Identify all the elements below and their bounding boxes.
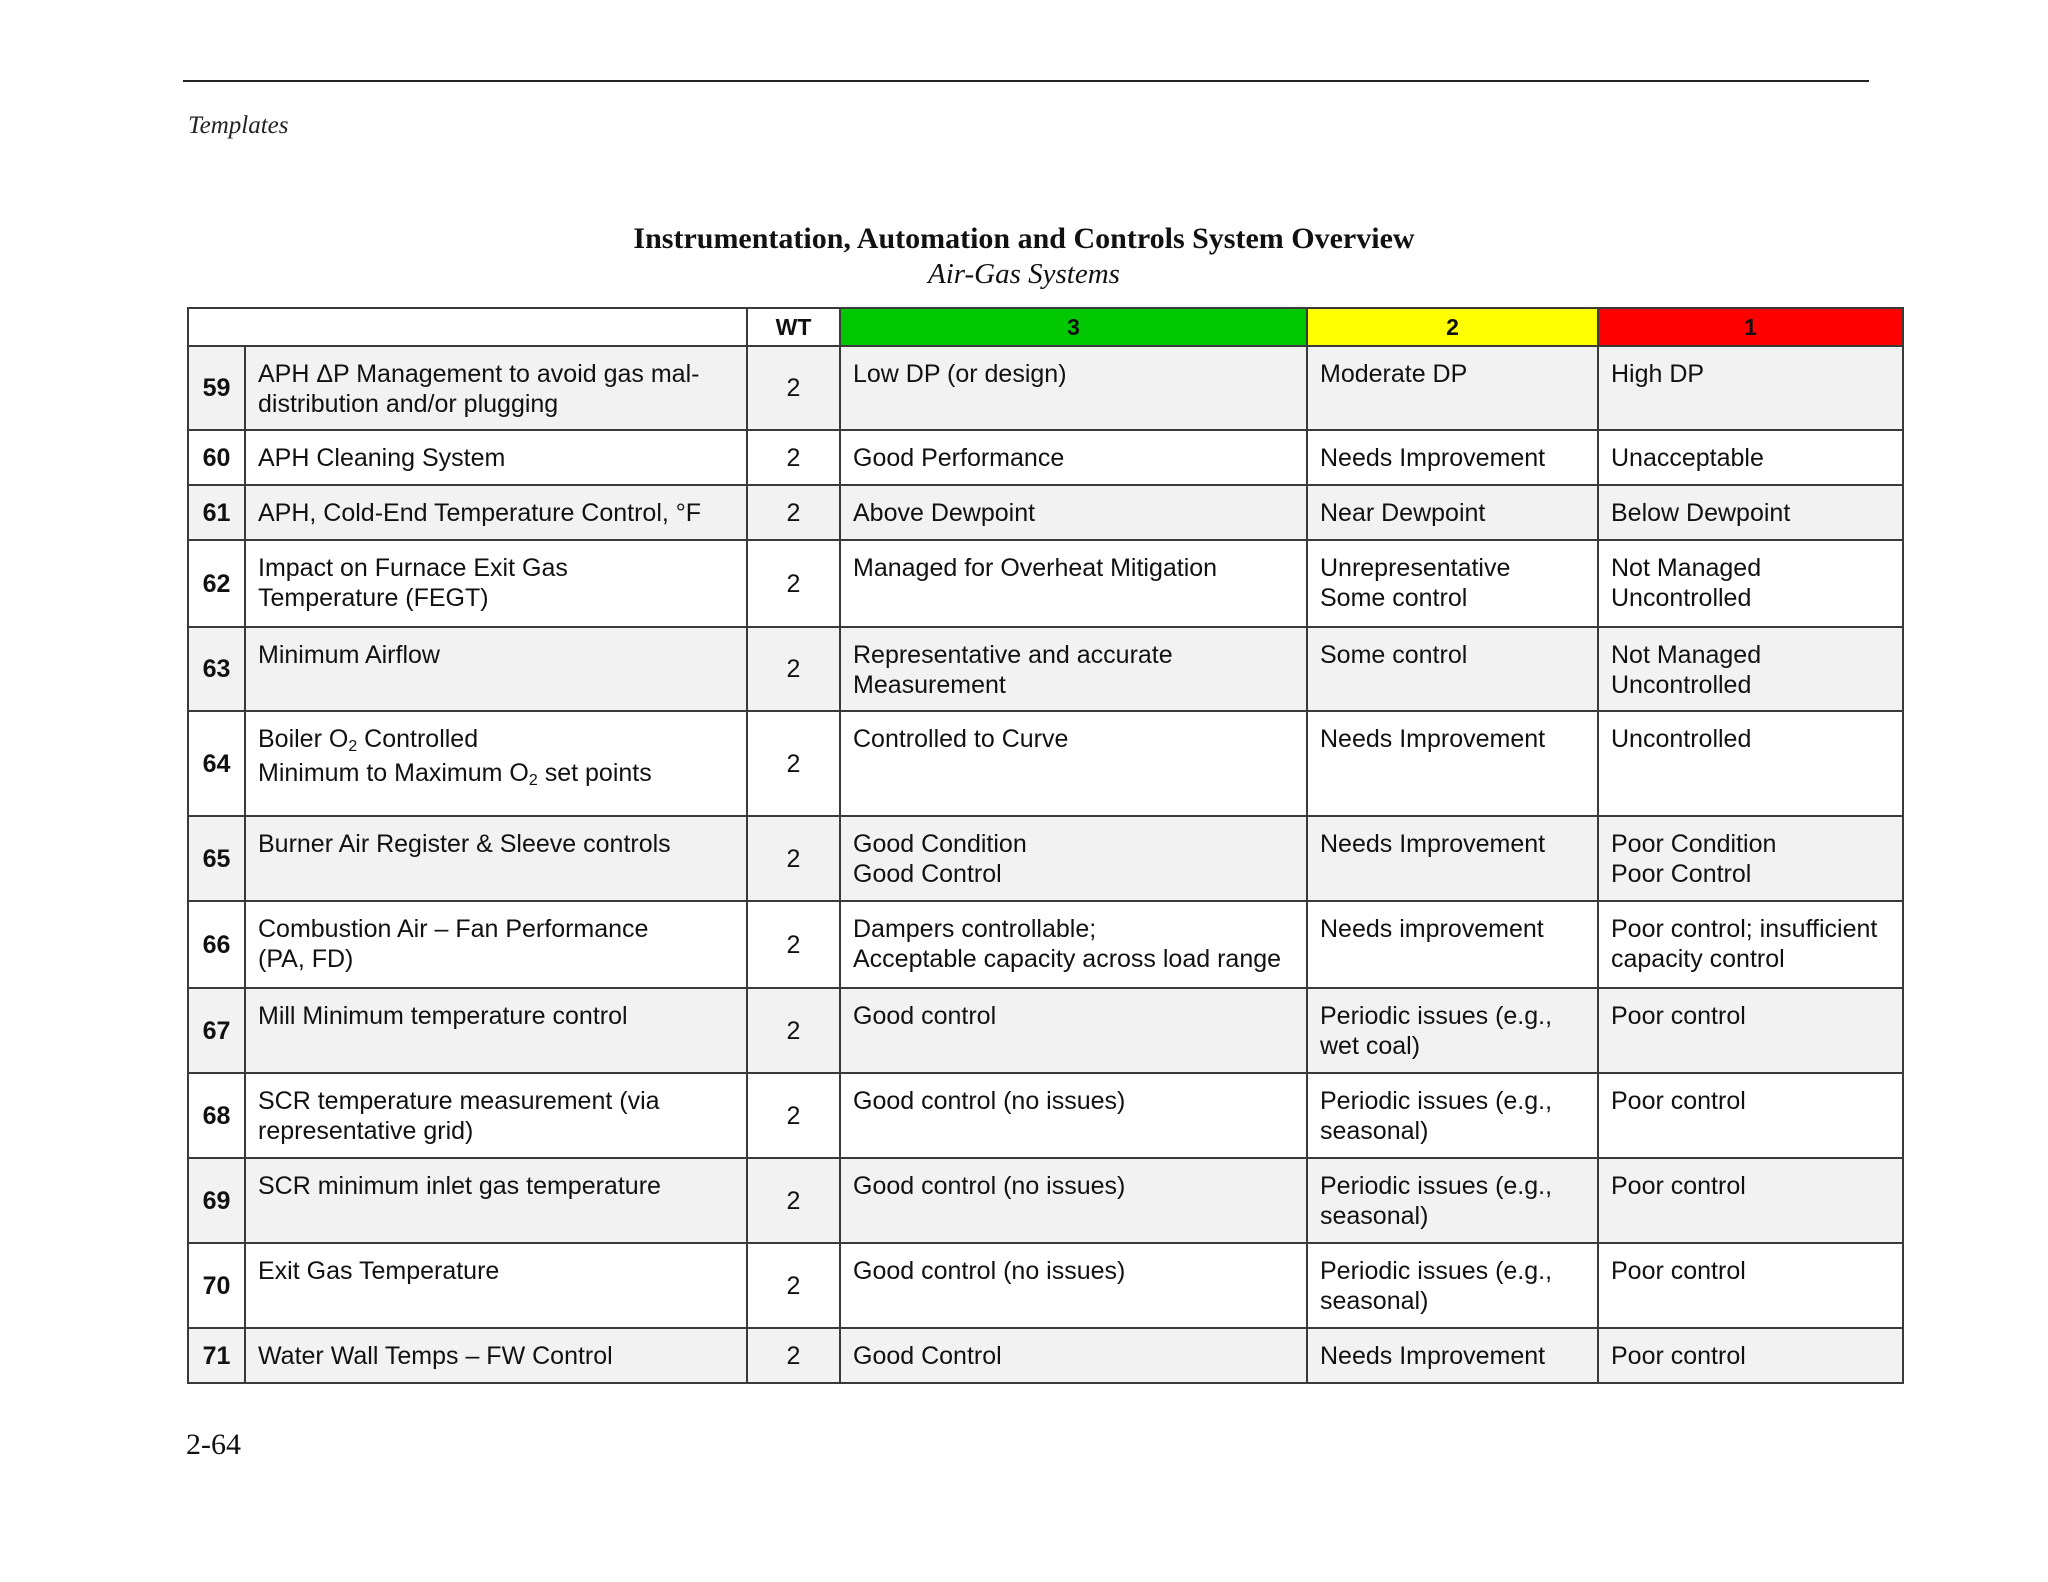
cell-line: Acceptable capacity across load range bbox=[853, 945, 1282, 973]
cell-line: Periodic issues (e.g., bbox=[1320, 1172, 1553, 1200]
cell-line: Poor Condition bbox=[1611, 830, 1777, 858]
row-number: 70 bbox=[188, 1243, 245, 1328]
table-row bbox=[188, 1328, 1903, 1383]
cell-line: Controlled to Curve bbox=[853, 725, 1069, 753]
item-description bbox=[245, 430, 747, 485]
cell-line: Burner Air Register & Sleeve controls bbox=[258, 830, 671, 858]
row-number: 66 bbox=[188, 901, 245, 988]
row-number: 61 bbox=[188, 485, 245, 540]
cell-line: SCR temperature measurement (via bbox=[258, 1087, 660, 1115]
header-score-1: 1 bbox=[1598, 308, 1903, 346]
item-description bbox=[245, 627, 747, 711]
score-2-criteria bbox=[1307, 627, 1598, 711]
cell-line: Needs Improvement bbox=[1320, 1342, 1546, 1370]
item-description bbox=[245, 1243, 747, 1328]
table-row bbox=[188, 901, 1903, 988]
score-1-criteria bbox=[1598, 1328, 1903, 1383]
cell-line: Impact on Furnace Exit Gas bbox=[258, 554, 568, 582]
item-description bbox=[245, 1158, 747, 1243]
running-head: Templates bbox=[188, 112, 289, 139]
weight-value: 2 bbox=[747, 627, 840, 711]
item-description bbox=[245, 711, 747, 816]
cell-line: Representative and accurate bbox=[853, 641, 1173, 669]
cell-line: distribution and/or plugging bbox=[258, 390, 559, 418]
score-1-criteria bbox=[1598, 540, 1903, 627]
item-description bbox=[245, 816, 747, 901]
table-row bbox=[188, 816, 1903, 901]
cell-line: Low DP (or design) bbox=[853, 360, 1067, 388]
score-1-criteria bbox=[1598, 711, 1903, 816]
item-description bbox=[245, 485, 747, 540]
score-1-criteria bbox=[1598, 1073, 1903, 1158]
page-title: Instrumentation, Automation and Controls System Overview bbox=[633, 222, 1415, 255]
weight-value: 2 bbox=[747, 540, 840, 627]
weight-value: 2 bbox=[747, 346, 840, 430]
cell-line: Good Condition bbox=[853, 830, 1027, 858]
weight-value: 2 bbox=[747, 1243, 840, 1328]
score-2-criteria bbox=[1307, 711, 1598, 816]
weight-value: 2 bbox=[747, 816, 840, 901]
score-2-criteria bbox=[1307, 1073, 1598, 1158]
cell-line: Good Control bbox=[853, 1342, 1002, 1370]
item-description bbox=[245, 540, 747, 627]
cell-line: Poor Control bbox=[1611, 860, 1752, 888]
cell-line: SCR minimum inlet gas temperature bbox=[258, 1172, 661, 1200]
score-1-criteria bbox=[1598, 430, 1903, 485]
score-3-criteria bbox=[840, 540, 1307, 627]
row-number: 71 bbox=[188, 1328, 245, 1383]
text-fragment: Minimum to Maximum O bbox=[258, 759, 529, 787]
row-number: 68 bbox=[188, 1073, 245, 1158]
score-2-criteria bbox=[1307, 540, 1598, 627]
cell-line: Good control (no issues) bbox=[853, 1087, 1126, 1115]
row-number: 67 bbox=[188, 988, 245, 1073]
cell-line: Periodic issues (e.g., bbox=[1320, 1002, 1553, 1030]
score-2-criteria bbox=[1307, 901, 1598, 988]
score-1-criteria bbox=[1598, 627, 1903, 711]
table-row bbox=[188, 346, 1903, 430]
text-fragment: Controlled bbox=[357, 725, 479, 753]
row-number: 65 bbox=[188, 816, 245, 901]
cell-line: Mill Minimum temperature control bbox=[258, 1002, 628, 1030]
weight-value: 2 bbox=[747, 711, 840, 816]
cell-line: Some control bbox=[1320, 641, 1468, 669]
score-1-criteria bbox=[1598, 901, 1903, 988]
cell-line: Good Control bbox=[853, 860, 1002, 888]
score-3-criteria bbox=[840, 711, 1307, 816]
score-1-criteria bbox=[1598, 485, 1903, 540]
score-2-criteria bbox=[1307, 485, 1598, 540]
header-score-3: 3 bbox=[840, 308, 1307, 346]
row-number: 63 bbox=[188, 627, 245, 711]
cell-line: Needs improvement bbox=[1320, 915, 1544, 943]
score-3-criteria bbox=[840, 346, 1307, 430]
cell-line: APH, Cold-End Temperature Control, °F bbox=[258, 499, 702, 527]
table-row bbox=[188, 485, 1903, 540]
cell-line: Uncontrolled bbox=[1611, 584, 1752, 612]
score-2-criteria bbox=[1307, 1328, 1598, 1383]
score-3-criteria bbox=[840, 901, 1307, 988]
row-number: 62 bbox=[188, 540, 245, 627]
score-2-criteria bbox=[1307, 1158, 1598, 1243]
cell-line: Unacceptable bbox=[1611, 444, 1764, 472]
score-1-criteria bbox=[1598, 816, 1903, 901]
header-score-2: 2 bbox=[1307, 308, 1598, 346]
score-1-criteria bbox=[1598, 1158, 1903, 1243]
item-description bbox=[245, 901, 747, 988]
cell-line: seasonal) bbox=[1320, 1117, 1429, 1145]
text-fragment: set points bbox=[537, 759, 652, 787]
cell-line: Poor control bbox=[1611, 1257, 1746, 1285]
cell-line: Water Wall Temps – FW Control bbox=[258, 1342, 613, 1370]
cell-line: Not Managed bbox=[1611, 554, 1762, 582]
weight-value: 2 bbox=[747, 901, 840, 988]
cell-line: Good control (no issues) bbox=[853, 1172, 1126, 1200]
assessment-table bbox=[187, 307, 1904, 1384]
weight-value: 2 bbox=[747, 1073, 840, 1158]
score-2-criteria bbox=[1307, 988, 1598, 1073]
cell-line: (PA, FD) bbox=[258, 945, 354, 973]
cell-line: Good Performance bbox=[853, 444, 1065, 472]
weight-value: 2 bbox=[747, 485, 840, 540]
cell-line: wet coal) bbox=[1320, 1032, 1421, 1060]
header-rule bbox=[183, 80, 1869, 82]
cell-line: Not Managed bbox=[1611, 641, 1762, 669]
cell-line: Uncontrolled bbox=[1611, 725, 1752, 753]
table-row bbox=[188, 1243, 1903, 1328]
row-number: 64 bbox=[188, 711, 245, 816]
cell-line: Unrepresentative bbox=[1320, 554, 1511, 582]
cell-line: Temperature (FEGT) bbox=[258, 584, 489, 612]
cell-line: Needs Improvement bbox=[1320, 725, 1546, 753]
cell-line: Moderate DP bbox=[1320, 360, 1468, 388]
cell-line: High DP bbox=[1611, 360, 1705, 388]
cell-line: Periodic issues (e.g., bbox=[1320, 1087, 1553, 1115]
table-header-row bbox=[188, 308, 1903, 346]
weight-value: 2 bbox=[747, 1158, 840, 1243]
cell-line: Poor control bbox=[1611, 1172, 1746, 1200]
weight-value: 2 bbox=[747, 988, 840, 1073]
table-row bbox=[188, 1158, 1903, 1243]
page-number: 2-64 bbox=[186, 1428, 241, 1461]
cell-line: Near Dewpoint bbox=[1320, 499, 1486, 527]
cell-line: Measurement bbox=[853, 671, 1006, 699]
cell-line: Uncontrolled bbox=[1611, 671, 1752, 699]
cell-line: Poor control bbox=[1611, 1342, 1746, 1370]
header-blank-cell bbox=[188, 308, 747, 346]
score-1-criteria bbox=[1598, 346, 1903, 430]
row-number: 69 bbox=[188, 1158, 245, 1243]
subscript: 2 bbox=[528, 772, 538, 789]
cell-line: Poor control; insufficient bbox=[1611, 915, 1878, 943]
item-description bbox=[245, 346, 747, 430]
cell-line: Needs Improvement bbox=[1320, 830, 1546, 858]
page-subtitle: Air-Gas Systems bbox=[928, 258, 1120, 290]
score-2-criteria bbox=[1307, 1243, 1598, 1328]
table-body bbox=[188, 346, 1903, 1383]
score-3-criteria bbox=[840, 816, 1307, 901]
weight-value: 2 bbox=[747, 430, 840, 485]
cell-line: Poor control bbox=[1611, 1002, 1746, 1030]
score-1-criteria bbox=[1598, 1243, 1903, 1328]
item-description bbox=[245, 988, 747, 1073]
score-2-criteria bbox=[1307, 816, 1598, 901]
table-row bbox=[188, 430, 1903, 485]
cell-line: representative grid) bbox=[258, 1117, 474, 1145]
score-3-criteria bbox=[840, 627, 1307, 711]
cell-line: Below Dewpoint bbox=[1611, 499, 1791, 527]
table-row bbox=[188, 540, 1903, 627]
subscript: 2 bbox=[348, 738, 358, 755]
header-wt: WT bbox=[747, 308, 840, 346]
cell-line: Periodic issues (e.g., bbox=[1320, 1257, 1553, 1285]
cell-line: capacity control bbox=[1611, 945, 1785, 973]
score-3-criteria bbox=[840, 1073, 1307, 1158]
cell-line bbox=[258, 758, 734, 788]
score-2-criteria bbox=[1307, 430, 1598, 485]
cell-line: Dampers controllable; bbox=[853, 915, 1097, 943]
table-row bbox=[188, 1073, 1903, 1158]
table-row bbox=[188, 627, 1903, 711]
score-3-criteria bbox=[840, 1328, 1307, 1383]
cell-line: Good control bbox=[853, 1002, 997, 1030]
cell-line: Minimum Airflow bbox=[258, 641, 440, 669]
cell-line: APH ΔP Management to avoid gas mal- bbox=[258, 360, 700, 388]
cell-line: seasonal) bbox=[1320, 1287, 1429, 1315]
cell-line: seasonal) bbox=[1320, 1202, 1429, 1230]
cell-line: Above Dewpoint bbox=[853, 499, 1036, 527]
cell-line: Good control (no issues) bbox=[853, 1257, 1126, 1285]
weight-value: 2 bbox=[747, 1328, 840, 1383]
cell-line bbox=[258, 724, 734, 754]
score-1-criteria bbox=[1598, 988, 1903, 1073]
cell-line: Combustion Air – Fan Performance bbox=[258, 915, 649, 943]
row-number: 60 bbox=[188, 430, 245, 485]
table-row bbox=[188, 711, 1903, 816]
score-3-criteria bbox=[840, 1243, 1307, 1328]
row-number: 59 bbox=[188, 346, 245, 430]
score-3-criteria bbox=[840, 1158, 1307, 1243]
cell-line: Poor control bbox=[1611, 1087, 1746, 1115]
cell-line: APH Cleaning System bbox=[258, 444, 506, 472]
text-fragment: Boiler O bbox=[258, 725, 349, 753]
table-row bbox=[188, 988, 1903, 1073]
item-description bbox=[245, 1073, 747, 1158]
score-2-criteria bbox=[1307, 346, 1598, 430]
score-3-criteria bbox=[840, 485, 1307, 540]
score-3-criteria bbox=[840, 430, 1307, 485]
item-description bbox=[245, 1328, 747, 1383]
score-3-criteria bbox=[840, 988, 1307, 1073]
cell-line: Exit Gas Temperature bbox=[258, 1257, 500, 1285]
cell-line: Some control bbox=[1320, 584, 1468, 612]
cell-line: Managed for Overheat Mitigation bbox=[853, 554, 1218, 582]
cell-line: Needs Improvement bbox=[1320, 444, 1546, 472]
